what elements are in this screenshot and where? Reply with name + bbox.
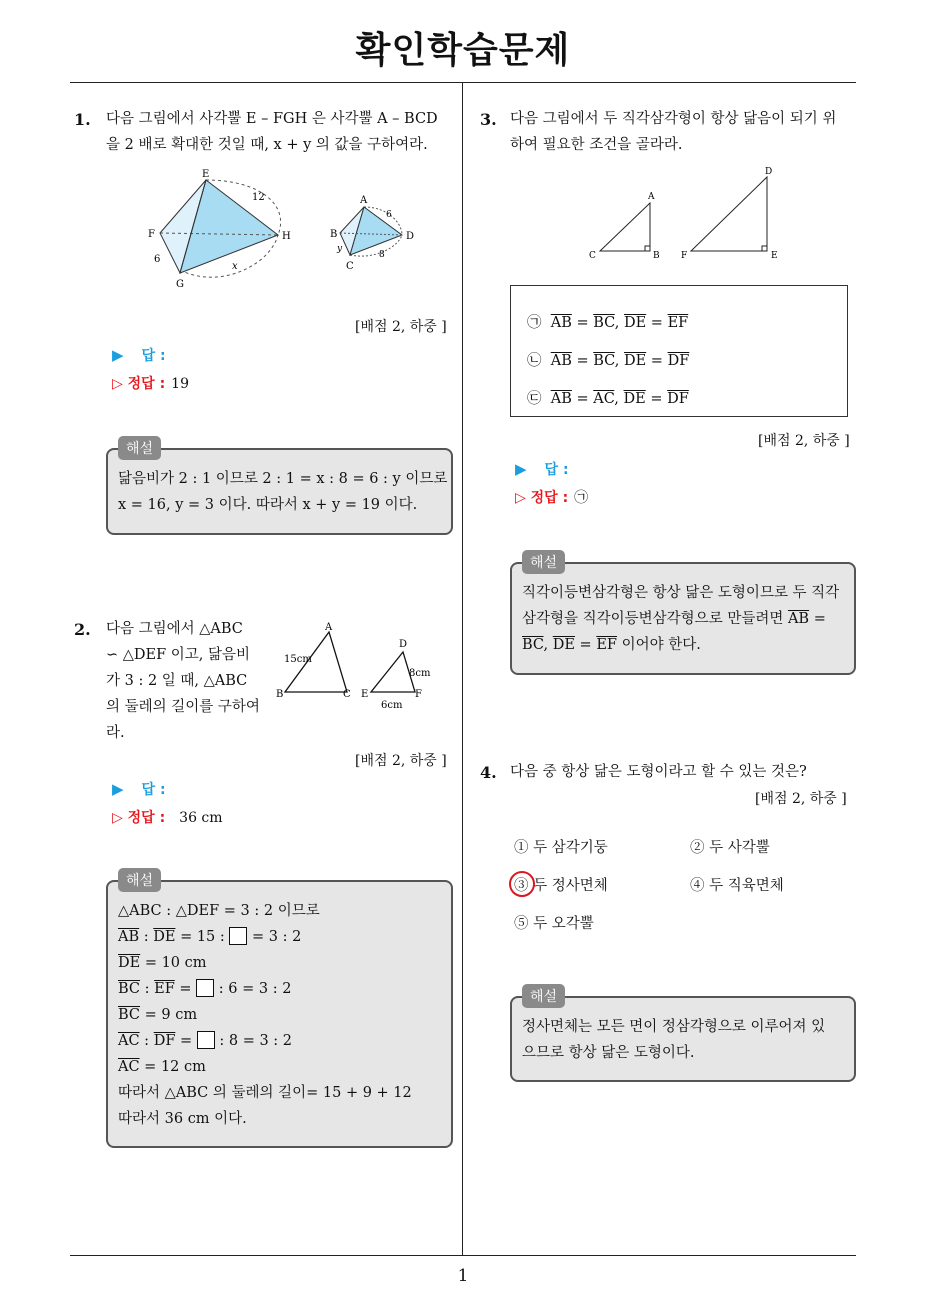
q2-label-15cm: 15cm [284,654,312,665]
q2-label-e: E [361,689,369,700]
q4-choice-3[interactable]: ③ 두 정사면체 [514,878,608,894]
q1-label-f: F [148,229,155,240]
q2-label-a: A [325,622,333,633]
blank-box [229,927,247,945]
q1-label-c: C [346,261,354,272]
q3-correct: ▷ 정답 : ㉠ [515,490,589,506]
q3-condition-3: ㉢ $\overline{AB} = \overline{AC}$, $\overline{DE} = \overline{DF}$ [527,391,689,407]
q1-explanation-tag: 해설 [118,436,161,460]
q1-label-h: H [282,231,291,242]
q4-choice-1[interactable]: ① 두 삼각기둥 [514,840,608,856]
q2-label-8cm: 8cm [409,668,431,679]
q1-label-d: D [406,231,415,242]
q2-label-6cm: 6cm [381,700,403,711]
q1-text-line2: 을 2 배로 확대한 것일 때, x + y 의 값을 구하여라. [106,137,428,153]
page-number: 1 [457,1266,469,1286]
q3-right-angle-b [645,246,650,251]
triangle-outline-icon: ▷ [112,376,128,392]
q2-number: 2. [74,620,91,639]
blank-box [196,979,214,997]
q3-explanation-line1: 직각이등변삼각형은 항상 닮은 도형이므로 두 직각 [522,585,840,601]
q4-choice-5[interactable]: ⑤ 두 오각뿔 [514,916,594,932]
q4-explanation-tag: 해설 [522,984,565,1008]
q1-label-6: 6 [154,254,161,265]
q3-conditions-box [510,285,848,417]
q3-explanation-tag: 해설 [522,550,565,574]
q1-explanation-line2: x = 16, y = 3 이다. 따라서 x + y = 19 이다. [118,497,418,513]
q4-score: [배점 2, 하중 ] [755,791,847,807]
q2-label-b: B [276,689,284,700]
q2-exp-line9: 따라서 36 cm 이다. [118,1111,247,1127]
q1-label-e: E [202,169,210,180]
q1-label-smally: y [337,244,343,254]
q2-label-d: D [399,639,408,650]
q3-triangle-def [691,177,767,251]
q3-number: 3. [480,110,497,129]
q2-exp-line1: △ABC : △DEF = 3 : 2 이므로 [118,903,320,919]
q3-explanation-line2: 삼각형을 직각이등변삼각형으로 만들려면 $\overline{AB}$ = [522,611,826,627]
q2-label-f: F [415,689,422,700]
q4-number: 4. [480,763,497,782]
q2-exp-line8: 따라서 △ABC 의 둘레의 길이= 15 + 9 + 12 [118,1085,412,1101]
q2-exp-line2: $\overline{AB}$ : $\overline{DE} = 15$ : = 3 : 2 [118,929,302,945]
q4-explanation-line1: 정사면체는 모든 면이 정삼각형으로 이루어져 있 [522,1019,826,1035]
q3-figure [585,165,785,265]
q3-label-b: B [653,251,660,261]
q3-correct-value: ㉠ [574,490,589,506]
q2-correct: ▷ 정답 : 36 cm [112,810,223,826]
q2-exp-line6: $\overline{AC}$ : $\overline{DF}$ = : 8 = 3 : 2 [118,1033,293,1049]
q3-right-angle-e [762,246,767,251]
q3-label-d: D [765,167,773,177]
q1-label-a: A [360,195,368,206]
q2-text-line5: 라. [106,725,125,741]
q1-label-small6: 6 [386,210,392,220]
q3-text-line1: 다음 그림에서 두 직각삼각형이 항상 닮음이 되기 위 [510,111,837,127]
blank-box [197,1031,215,1049]
q2-figure [275,620,435,715]
q2-score: [배점 2, 하중 ] [355,753,447,769]
q1-number: 1. [74,110,91,129]
triangle-outline-icon: ▷ [112,810,128,826]
q3-label-a: A [648,192,655,202]
q1-label-b: B [330,229,338,240]
q4-choice-2[interactable]: ② 두 사각뿔 [690,840,770,856]
play-icon: ▶ [515,460,527,478]
q2-correct-value: 36 cm [179,810,223,826]
q2-exp-line4: $\overline{BC}$ : $\overline{EF}$ = : 6 = 3 : 2 [118,981,292,997]
q1-text-line1: 다음 그림에서 사각뿔 E – FGH 은 사각뿔 A – BCD [106,111,438,127]
play-icon: ▶ [112,780,124,798]
play-icon: ▶ [112,346,124,364]
q2-answer-label: ▶ 답 : [112,780,166,798]
top-rule [70,82,856,83]
q3-condition-2: ㉡ $\overline{AB} = \overline{BC}$, $\overline{DE} = \overline{DF}$ [527,353,690,369]
page-title: 확인학습문제 [355,30,571,71]
q3-triangle-abc [600,203,650,251]
selected-answer-circle-icon [509,871,535,897]
q1-explanation-line1: 닮음비가 2 : 1 이므로 2 : 1 = x : 8 = 6 : y 이므로 [118,471,448,487]
column-divider [462,83,463,1255]
bottom-rule [70,1255,856,1256]
q1-correct: ▷ 정답 : 19 [112,376,189,392]
q1-score: [배점 2, 하중 ] [355,319,447,335]
q1-label-12: 12 [252,192,265,203]
q4-text: 다음 중 항상 닮은 도형이라고 할 수 있는 것은? [510,764,807,780]
q1-label-small8: 8 [379,250,385,260]
q3-text-line2: 하여 필요한 조건을 골라라. [510,137,683,153]
q3-label-c: C [589,251,596,261]
q3-label-e: E [771,251,778,261]
q2-text-line4: 의 둘레의 길이를 구하여 [106,699,260,715]
q2-explanation-tag: 해설 [118,868,161,892]
q2-label-c: C [343,689,351,700]
q1-answer-label: ▶ 답 : [112,346,166,364]
q2-text-line3: 가 3 : 2 일 때, △ABC [106,673,248,689]
q1-correct-value: 19 [171,376,189,392]
q3-explanation-line3: $\overline{BC}$, $\overline{DE} = \overline{EF}$ 이어야 한다. [522,637,701,653]
q2-exp-line7: $\overline{AC} = 12$ cm [118,1059,206,1075]
q2-text-line2: ∽ △DEF 이고, 닮음비 [106,647,251,663]
q2-exp-line5: $\overline{BC} = 9$ cm [118,1007,198,1023]
q2-exp-line3: $\overline{DE} = 10$ cm [118,955,207,971]
q3-label-f: F [681,251,688,261]
q3-score: [배점 2, 하중 ] [758,433,850,449]
q1-figure [140,165,430,295]
q4-explanation-line2: 으므로 항상 닮은 도형이다. [522,1045,695,1061]
q4-choice-4[interactable]: ④ 두 직육면체 [690,878,784,894]
q2-text-line1: 다음 그림에서 △ABC [106,621,243,637]
q3-condition-1: ㉠ $\overline{AB} = \overline{BC}$, $\overline{DE} = \overline{EF}$ [527,315,689,331]
q3-answer-label: ▶ 답 : [515,460,569,478]
q1-label-g: G [176,279,184,290]
q1-label-x: x [232,261,238,272]
triangle-outline-icon: ▷ [515,490,531,506]
